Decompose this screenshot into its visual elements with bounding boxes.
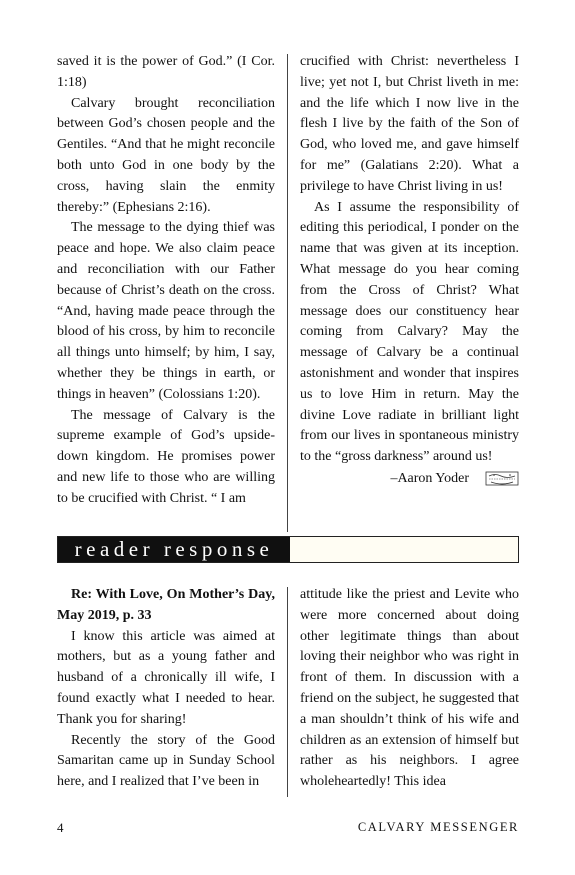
paragraph: Calvary brought reconciliation between God’s chosen people and the Gentiles. “And that he might reconcile both unto God in one body by the cross, having slain the enmity thereby:” (Ephesians 2:16).: [57, 95, 275, 215]
paragraph: The message to the dying thief was peace and hope. We also claim peace and reconciliation with our Father because of Christ’s death on the cross. “And, having made peace through the blood of his cross, by him to reconcile all things unto himself; by him, I say, whether they be things in earth, or things in heaven” (Colossians 1:20).: [57, 220, 275, 402]
paragraph: The message of Calvary is the supreme example of God’s upside-down kingdom. He promises power and new life to those who are willing to be crucified with Christ. “ I am: [57, 407, 275, 506]
response-column-1: [57, 585, 275, 793]
paragraph: Recently the story of the Good Samaritan came up in Sunday School here, and I realized that I’ve been in: [57, 732, 275, 790]
paragraph: attitude like the priest and Levite who were more concerned about doing other legitimate things than about loving their neighbor who was right in front of them. In discussion with a friend on the subject, he suggested that a man shouldn’t think of his wife and children as an extension of himself but rather as his neighbors. I agree wholeheartedly! This idea: [300, 587, 519, 790]
paragraph: As I assume the responsibility of editing this periodical, I ponder on the name that was given at its inception. What message do you hear coming from the Cross of Christ? What message does our constituency hear coming from Calvary? May the message of Calvary be a continual astonishment and wonder that inspires us to love Him in return. May the divine Love radiate in brilliant light from our lives in spontaneous ministry to the “gross darkness” around us!: [300, 199, 519, 465]
paragraph: I know this article was aimed at mothers, but as a young father and husband of a chronically ill wife, I found exactly what I needed to hear. Thank you for sharing!: [57, 628, 275, 727]
paragraph: saved it is the power of God.” (I Cor. 1:18): [57, 54, 275, 90]
banner-fill: [290, 537, 518, 562]
response-column-2: [300, 585, 519, 793]
section-banner: [57, 536, 519, 563]
signature-line: [300, 469, 519, 490]
column-divider: [287, 587, 288, 797]
page-number: 4: [57, 820, 64, 835]
typewriter-sketch-icon: [485, 471, 519, 487]
section-title: reader response: [58, 537, 290, 562]
response-heading: Re: With Love, On Mother’s Day, May 2019, p. 33: [57, 587, 275, 623]
article-column-2: [300, 52, 519, 490]
column-divider: [287, 54, 288, 532]
paragraph: crucified with Christ: nevertheless I live; yet not I, but Christ liveth in me: and the life which I now live in the flesh I live by the faith of the Son of God, who loved me, and gave himself for me” (Galatians 2:20). What a privilege to have Christ living in us!: [300, 54, 519, 194]
author-signature: –Aaron Yoder: [390, 470, 469, 486]
article-column-1: [57, 52, 275, 510]
publication-name: CALVARY MESSENGER: [357, 820, 519, 834]
